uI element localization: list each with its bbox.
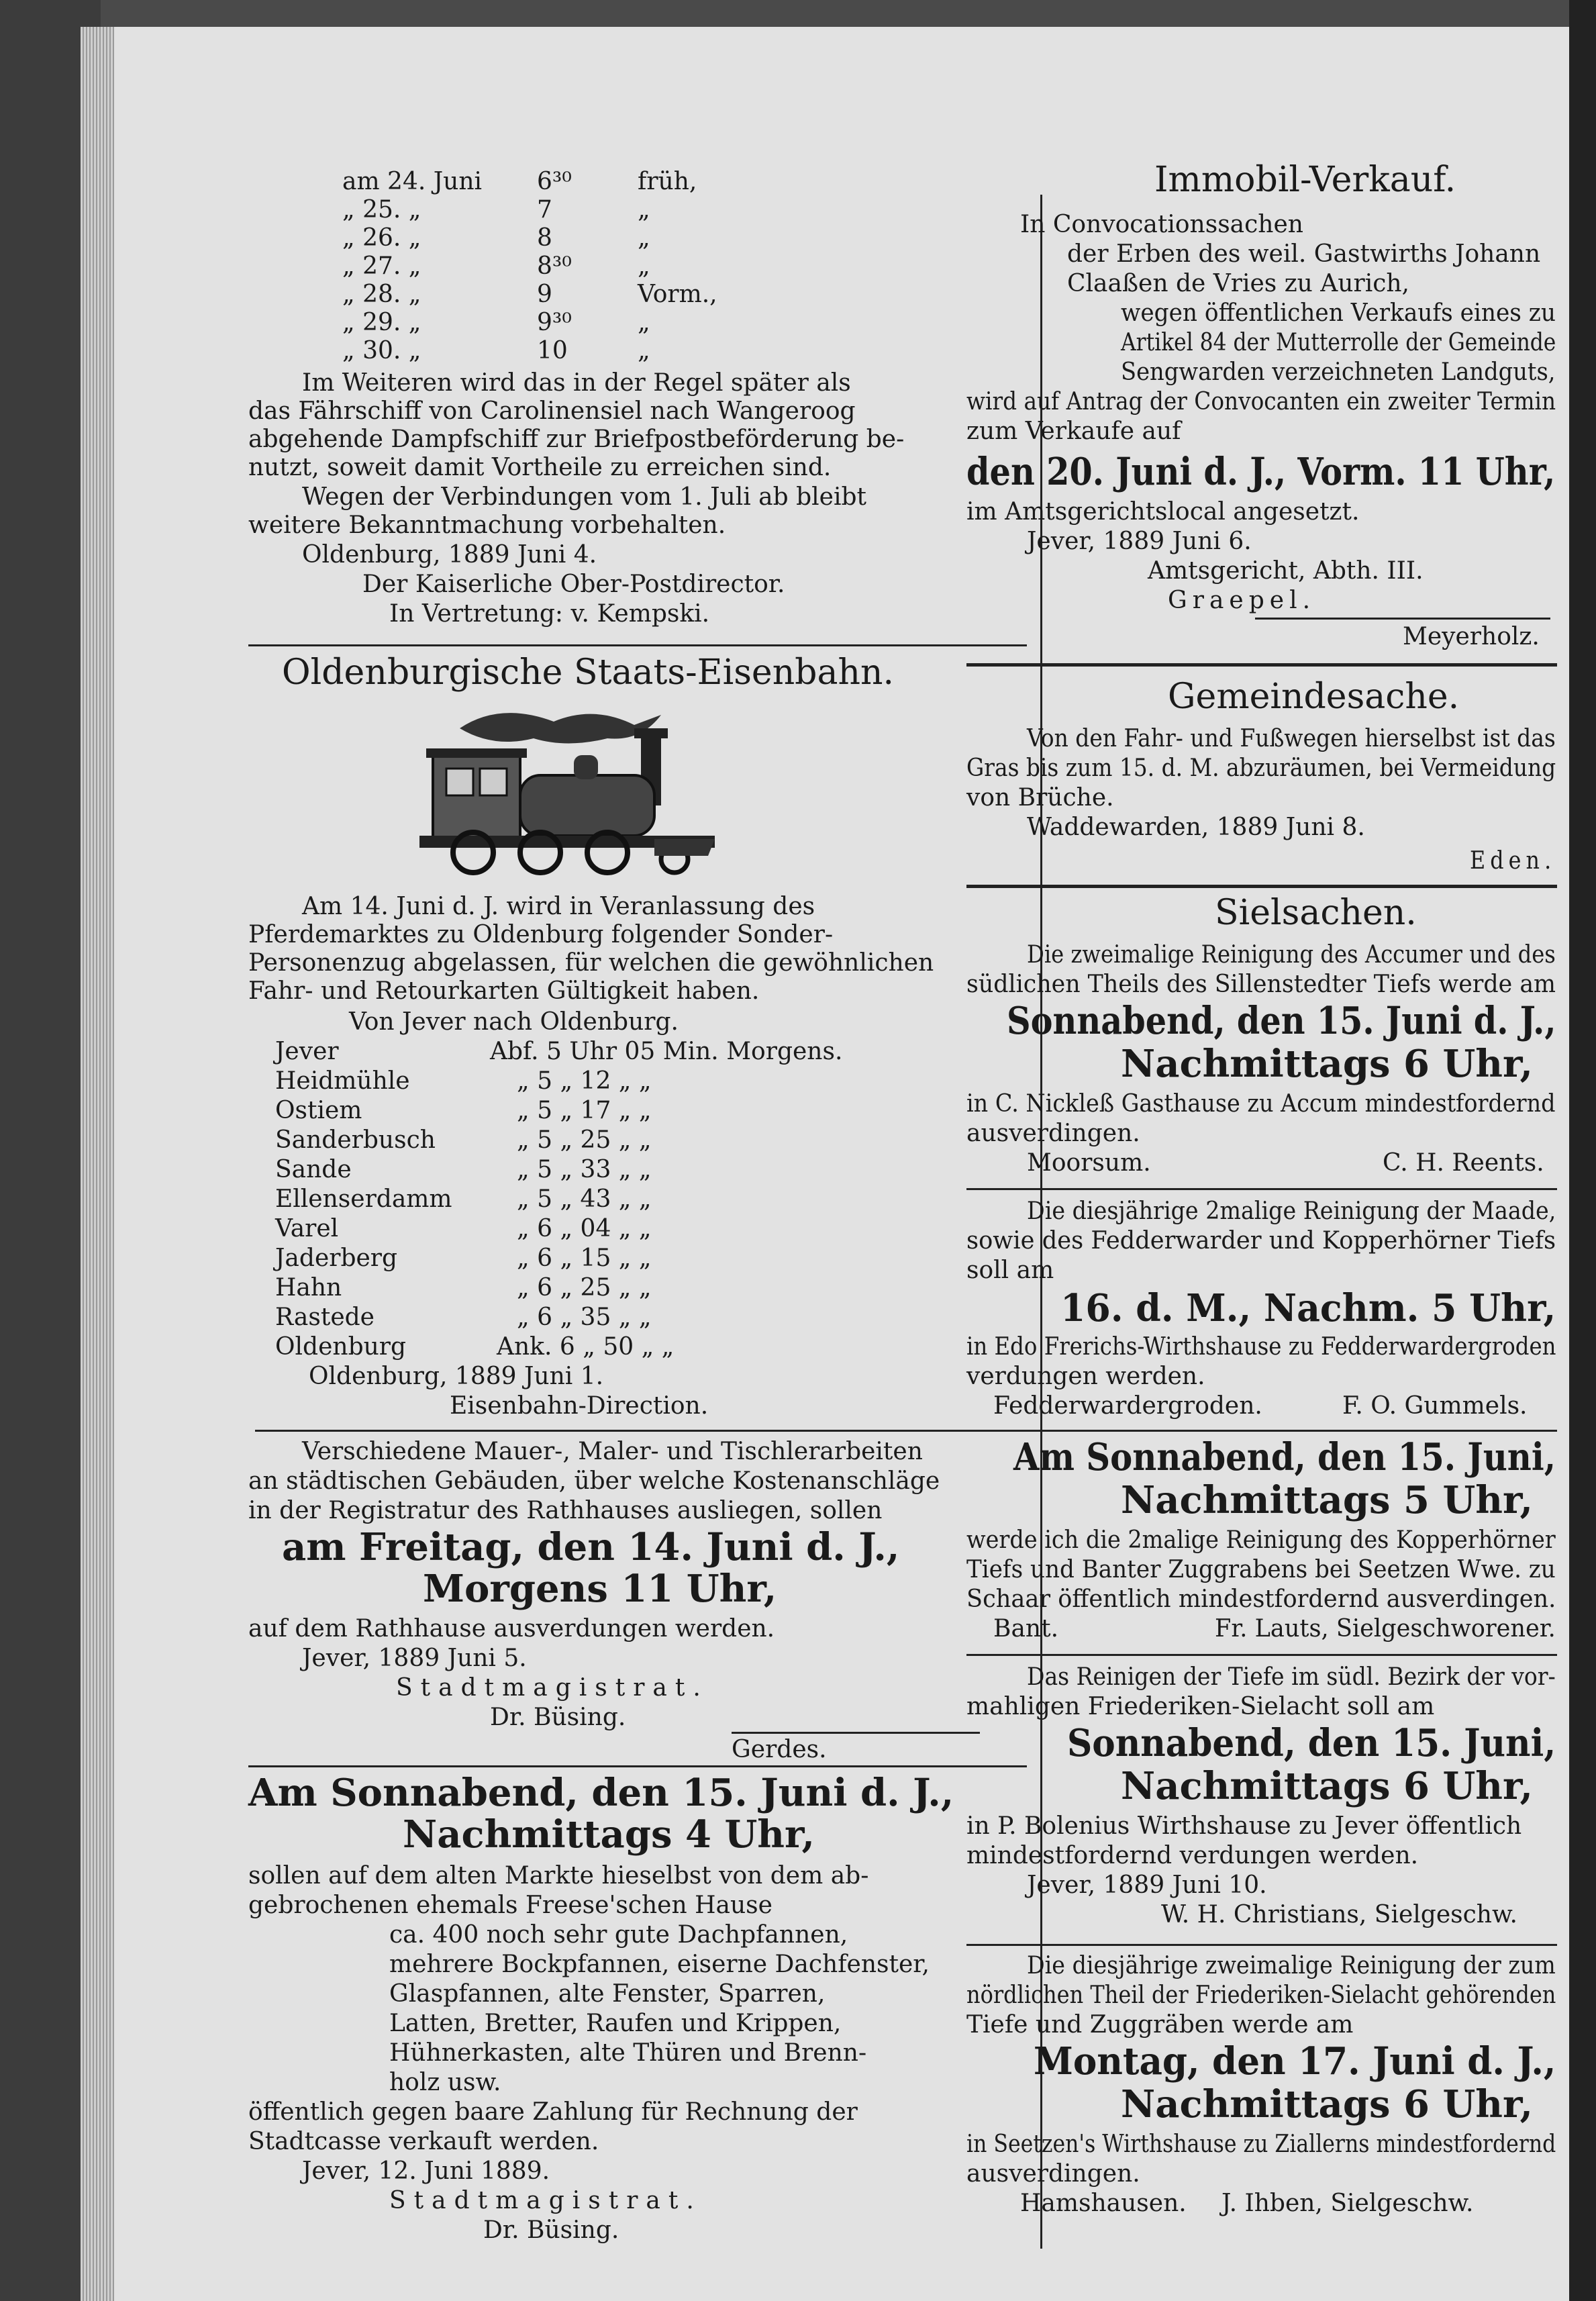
station-name: Varel (275, 1215, 339, 1242)
siel1-after: in C. Nickleß Gasthause zu Accum mindestfordernd (966, 1090, 1556, 1118)
schedule-time: 7 (537, 196, 552, 224)
station-name: Ellenserdamm (275, 1185, 452, 1213)
siel-title: Sielsachen. (1215, 893, 1417, 933)
schedule-time: 9³⁰ (537, 309, 572, 336)
station-time: Ank. 6 „ 50 „ „ (497, 1333, 675, 1361)
siel5-time-heading: Nachmittags 6 Uhr, (1121, 2082, 1533, 2126)
station-time: „ 5 „ 17 „ „ (517, 1097, 652, 1124)
siel2-location: Fedderwardergroden. (993, 1392, 1262, 1420)
station-name: Jever (275, 1038, 339, 1065)
station-time: „ 5 „ 43 „ „ (517, 1185, 652, 1213)
gemeinde-line: von Brüche. (966, 784, 1114, 812)
siel5-line: Die diesjährige zweimalige Reinigung der zum (1027, 1952, 1556, 1979)
section-rule (966, 885, 1557, 888)
siel3-line: Schaar öffentlich mindestfordernd ausverdingen. (966, 1585, 1556, 1613)
immobil-line: wegen öffentlichen Verkaufs eines zu (1121, 299, 1556, 327)
siel5-after: ausverdingen. (966, 2160, 1140, 2188)
siel4-date: Jever, 1889 Juni 10. (1027, 1871, 1267, 1899)
market-paragraph-line: holz usw. (389, 2069, 501, 2096)
market-date-heading: Am Sonnabend, den 15. Juni d. J., (248, 1771, 954, 1815)
market-time-heading: Nachmittags 4 Uhr, (403, 1812, 815, 1857)
schedule-note: „ (638, 337, 650, 364)
siel1-location: Moorsum. (1027, 1149, 1151, 1177)
gemeinde-title: Gemeindesache. (1168, 677, 1460, 717)
masonry-paragraph-line: an städtischen Gebäuden, über welche Kostenanschläge (248, 1467, 940, 1495)
station-time: „ 6 „ 15 „ „ (517, 1244, 652, 1272)
post-paragraph-line: das Fährschiff von Carolinensiel nach Wangeroog (248, 397, 856, 425)
masonry-date-heading: am Freitag, den 14. Juni d. J., (282, 1525, 900, 1569)
immobil-line: wird auf Antrag der Convocanten ein zweiter Termin (966, 388, 1556, 415)
market-paragraph-line: Hühnerkasten, alte Thüren und Brenn- (389, 2039, 867, 2067)
siel2-time-heading: 16. d. M., Nachm. 5 Uhr, (1060, 1286, 1556, 1330)
schedule-time: 6³⁰ (537, 168, 572, 195)
siel1-line: Die zweimalige Reinigung des Accumer und des (1027, 941, 1556, 969)
market-paragraph-line: mehrere Bockpfannen, eiserne Dachfenster, (389, 1951, 930, 1978)
immobil-after: im Amtsgerichtslocal angesetzt. (966, 498, 1360, 526)
schedule-row: „ 25. „ (342, 196, 421, 224)
gemeinde-signature: Eden. (1470, 847, 1556, 875)
gemeinde-line: Gras bis zum 15. d. M. abzuräumen, bei Vermeidung (966, 754, 1556, 782)
gemeinde-line: Von den Fahr- und Fußwegen hierselbst ist das (1027, 725, 1556, 752)
station-time: „ 5 „ 33 „ „ (517, 1156, 652, 1183)
market-paragraph-line: Stadtcasse verkauft werden. (248, 2128, 599, 2155)
siel1-line: südlichen Theils des Sillenstedter Tiefs werde am (966, 971, 1556, 998)
immobil-line: In Convocationssachen (1020, 211, 1303, 238)
schedule-note: „ (638, 196, 650, 224)
station-time: „ 5 „ 25 „ „ (517, 1126, 652, 1154)
market-signature: Stadtmagistrat. (389, 2187, 702, 2214)
immobil-date-heading: den 20. Juni d. J., Vorm. 11 Uhr, (966, 450, 1556, 494)
immobil-date: Jever, 1889 Juni 6. (1027, 528, 1252, 555)
siel5-signature: J. Ihben, Sielgeschw. (1221, 2190, 1474, 2217)
siel5-line: nördlichen Theil der Friederiken-Sielacht gehörenden (966, 1981, 1556, 2009)
siel3-line: Tiefs und Banter Zuggrabens bei Seetzen Wwe. zu (966, 1556, 1556, 1583)
railway-title: Oldenburgische Staats-Eisenbahn. (282, 652, 894, 693)
siel2-after: in Edo Frerichs-Wirthshause zu Fedderwardergroden (966, 1333, 1556, 1361)
locomotive-illustration (419, 701, 721, 876)
railway-signature: Eisenbahn-Direction. (450, 1392, 709, 1420)
siel1-date-heading: Sonnabend, den 15. Juni d. J., (1007, 999, 1556, 1043)
siel2-signature: F. O. Gummels. (1342, 1392, 1528, 1420)
siel4-time-heading: Nachmittags 6 Uhr, (1121, 1764, 1533, 1808)
siel5-after: in Seetzen's Wirthshause zu Ziallerns mindestfordernd (966, 2131, 1556, 2158)
siel3-signature: Fr. Lauts, Sielgeschworener. (1215, 1615, 1556, 1643)
section-rule (248, 644, 1027, 646)
masonry-time-heading: Morgens 11 Uhr, (423, 1567, 777, 1611)
newspaper-page (114, 27, 1569, 2301)
immobil-line: zum Verkaufe auf (966, 418, 1181, 445)
scan-background-right (1569, 0, 1596, 2301)
market-signature-name: Dr. Büsing. (483, 2216, 619, 2244)
masonry-date: Jever, 1889 Juni 5. (302, 1645, 527, 1672)
siel2-after: verdungen werden. (966, 1363, 1205, 1390)
section-rule (966, 663, 1557, 667)
section-rule (966, 1430, 1557, 1432)
station-name: Ostiem (275, 1097, 362, 1124)
railway-paragraph-line: Fahr- und Retourkarten Gültigkeit haben. (248, 977, 760, 1005)
schedule-note: Vorm., (638, 281, 717, 308)
siel4-after: in P. Bolenius Wirthshause zu Jever öffentlich (966, 1812, 1522, 1840)
section-rule (966, 1654, 1557, 1656)
schedule-time: 10 (537, 337, 568, 364)
siel5-line: Tiefe und Zuggräben werde am (966, 2011, 1354, 2039)
post-signature-deputy: In Vertretung: v. Kempski. (389, 600, 710, 628)
station-name: Hahn (275, 1274, 342, 1302)
gemeinde-date: Waddewarden, 1889 Juni 8. (1027, 814, 1365, 841)
siel2-line: sowie des Fedderwarder und Kopperhörner Tiefs (966, 1227, 1556, 1255)
market-paragraph-line: gebrochenen ehemals Freese'schen Hause (248, 1892, 772, 1919)
schedule-time: 8 (537, 224, 552, 252)
station-name: Sanderbusch (275, 1126, 436, 1154)
siel3-location: Bant. (993, 1615, 1059, 1643)
schedule-time: 8³⁰ (537, 252, 572, 280)
post-date: Oldenburg, 1889 Juni 4. (302, 541, 597, 569)
immobil-title: Immobil-Verkauf. (1154, 160, 1456, 200)
post-paragraph-line: abgehende Dampfschiff zur Briefpostbeförderung be- (248, 426, 905, 453)
market-date: Jever, 12. Juni 1889. (302, 2157, 550, 2185)
siel5-date-heading: Montag, den 17. Juni d. J., (1034, 2039, 1556, 2084)
masonry-after: auf dem Rathhause ausverdungen werden. (248, 1615, 775, 1643)
immobil-signature: Amtsgericht, Abth. III. (1148, 557, 1424, 585)
siel1-signature: C. H. Reents. (1383, 1149, 1544, 1177)
section-rule (255, 1430, 1013, 1432)
market-paragraph-line: öffentlich gegen baare Zahlung für Rechnung der (248, 2098, 858, 2126)
post-paragraph-line: Im Weiteren wird das in der Regel später als (302, 369, 851, 397)
schedule-row: „ 27. „ (342, 252, 421, 280)
section-rule (966, 1188, 1557, 1190)
schedule-note: „ (638, 252, 650, 280)
siel3-line: werde ich die 2malige Reinigung des Kopperhörner (966, 1526, 1556, 1554)
masonry-paragraph-line: Verschiedene Mauer-, Maler- und Tischlerarbeiten (302, 1438, 923, 1465)
section-rule (966, 1944, 1557, 1946)
siel3-date-heading: Am Sonnabend, den 15. Juni, (1013, 1435, 1556, 1479)
siel4-line: Das Reinigen der Tiefe im südl. Bezirk der vor- (1027, 1663, 1556, 1691)
siel3-time-heading: Nachmittags 5 Uhr, (1121, 1478, 1533, 1522)
market-paragraph-line: ca. 400 noch sehr gute Dachpfannen, (389, 1921, 848, 1949)
immobil-line: Claaßen de Vries zu Aurich, (1067, 270, 1409, 297)
post-paragraph-line: Wegen der Verbindungen vom 1. Juli ab bleibt (302, 483, 867, 511)
market-paragraph-line: sollen auf dem alten Markte hieselbst von dem ab- (248, 1862, 869, 1890)
schedule-note: früh, (638, 168, 697, 195)
station-name: Sande (275, 1156, 352, 1183)
siel5-location: Hamshausen. (1020, 2190, 1187, 2217)
railway-paragraph-line: Pferdemarktes zu Oldenburg folgender Sonder- (248, 921, 834, 948)
schedule-note: „ (638, 309, 650, 336)
signature-rule (1255, 618, 1550, 620)
siel1-time-heading: Nachmittags 6 Uhr, (1121, 1042, 1533, 1086)
masonry-paragraph-line: in der Registratur des Rathhauses ausliegen, sollen (248, 1497, 883, 1524)
immobil-line: Sengwarden verzeichneten Landguts, (1121, 358, 1556, 386)
siel1-after: ausverdingen. (966, 1120, 1140, 1147)
masonry-signature-name: Dr. Büsing. (490, 1704, 626, 1731)
masonry-signature: Stadtmagistrat. (396, 1674, 709, 1702)
railway-date: Oldenburg, 1889 Juni 1. (309, 1363, 604, 1390)
siel4-line: mahligen Friederiken-Sielacht soll am (966, 1693, 1435, 1720)
railway-paragraph-line: Personenzug abgelassen, für welchen die gewöhnlichen (248, 949, 934, 977)
market-paragraph-line: Latten, Bretter, Raufen und Krippen, (389, 2010, 842, 2037)
schedule-note: „ (638, 224, 650, 252)
station-time: „ 6 „ 25 „ „ (517, 1274, 652, 1302)
immobil-line: der Erben des weil. Gastwirths Johann (1067, 240, 1541, 268)
station-name: Jaderberg (275, 1244, 398, 1272)
siel4-date-heading: Sonnabend, den 15. Juni, (1067, 1721, 1556, 1765)
siel2-line: soll am (966, 1257, 1054, 1284)
schedule-row: „ 28. „ (342, 281, 421, 308)
siel2-line: Die diesjährige 2malige Reinigung der Maade, (1027, 1197, 1556, 1225)
railway-paragraph-line: Am 14. Juni d. J. wird in Veranlassung des (302, 893, 815, 920)
immobil-signature-name: Graepel. (1168, 587, 1316, 614)
section-rule (248, 1765, 1027, 1767)
schedule-row: „ 29. „ (342, 309, 421, 336)
station-name: Heidmühle (275, 1067, 410, 1095)
schedule-row: „ 30. „ (342, 337, 421, 364)
post-signature: Der Kaiserliche Ober-Postdirector. (362, 571, 785, 598)
station-time: „ 6 „ 04 „ „ (517, 1215, 652, 1242)
railway-subtitle: Von Jever nach Oldenburg. (349, 1008, 679, 1036)
post-paragraph-line: weitere Bekanntmachung vorbehalten. (248, 511, 726, 539)
immobil-signature-clerk: Meyerholz. (1403, 623, 1540, 650)
masonry-signature-clerk: Gerdes. (732, 1736, 827, 1763)
immobil-line: Artikel 84 der Mutterrolle der Gemeinde (1121, 329, 1556, 356)
station-name: Rastede (275, 1304, 375, 1331)
station-time: Abf. 5 Uhr 05 Min. Morgens. (490, 1038, 843, 1065)
schedule-time: 9 (537, 281, 552, 308)
market-paragraph-line: Glaspfannen, alte Fenster, Sparren, (389, 1980, 826, 2008)
signature-rule (732, 1732, 980, 1734)
schedule-row: „ 26. „ (342, 224, 421, 252)
station-time: „ 5 „ 12 „ „ (517, 1067, 652, 1095)
siel4-signature: W. H. Christians, Sielgeschw. (1161, 1901, 1517, 1928)
station-name: Oldenburg (275, 1333, 407, 1361)
siel4-after: mindestfordernd verdungen werden. (966, 1842, 1419, 1869)
station-time: „ 6 „ 35 „ „ (517, 1304, 652, 1331)
schedule-row: am 24. Juni (342, 168, 483, 195)
post-paragraph-line: nutzt, soweit damit Vortheile zu erreichen sind. (248, 454, 832, 481)
